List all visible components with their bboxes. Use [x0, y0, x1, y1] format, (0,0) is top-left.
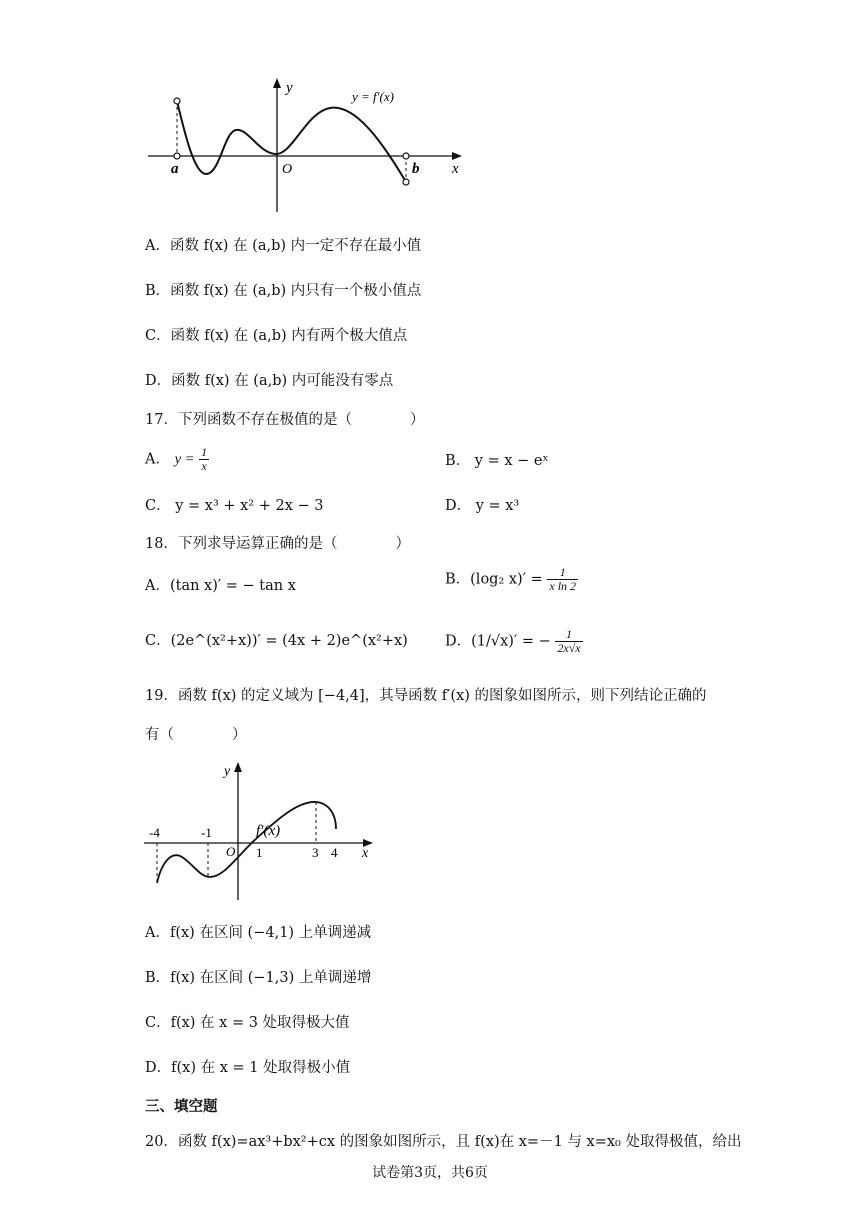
q18-d-denominator: 2x√x	[557, 641, 581, 655]
q17-option-c: C． y = x³ + x² + 2x − 3	[145, 498, 324, 514]
section-title: 三、填空题	[145, 1098, 218, 1115]
q16-option-c: C．函数 f(x) 在 (a,b) 内有两个极大值点	[145, 328, 408, 344]
q19-stem-line1: 19．函数 f(x) 的定义域为 [−4,4]，其导函数 f′(x) 的图象如图所示，则下列结论正确的	[145, 688, 707, 704]
q18-b-numerator: 1	[547, 566, 578, 580]
graph1-a-label: a	[171, 161, 179, 177]
q18-d-fraction	[555, 628, 582, 655]
graph2-x-label: x	[362, 846, 369, 861]
q17-stem: 17．下列函数不存在极值的是（ ）	[145, 412, 425, 428]
tick-label-3: 3	[312, 845, 319, 860]
q18-d-lhs: D．(1/√x)′ = −	[445, 633, 551, 650]
graph1-y-label: y	[286, 80, 293, 96]
y-axis-arrow	[273, 78, 281, 88]
q17-a-prefix: A．	[145, 451, 170, 468]
q18-d-numerator: 1	[555, 628, 582, 642]
q17-option-d: D． y = x³	[445, 498, 520, 514]
q18-b-fraction	[547, 566, 578, 593]
graph2-y-label: y	[224, 764, 231, 779]
q17-a-numerator: 1	[201, 445, 208, 459]
q18-b-denominator: x ln 2	[549, 579, 577, 593]
q17-a-fraction	[199, 446, 209, 473]
q18-stem: 18．下列求导运算正确的是（ ）	[145, 536, 410, 552]
derivative-graph-2	[140, 755, 380, 905]
open-point-a-top	[174, 98, 180, 104]
q17-a-denominator: x	[201, 459, 207, 473]
q16-option-d: D．函数 f(x) 在 (a,b) 内可能没有零点	[145, 373, 394, 389]
page-footer: 试卷第3页，共6页	[372, 1165, 488, 1181]
graph1-b-label: b	[412, 161, 420, 177]
y-axis-arrow	[234, 762, 242, 772]
x-axis-arrow	[452, 152, 462, 160]
q17-option-a	[145, 446, 209, 473]
open-point-b-axis	[403, 153, 409, 159]
q20-stem: 20．函数 f(x)=ax³+bx²+cx 的图象如图所示，且 f(x)在 x=－1 与 x=x₀ 处取得极值，给出	[145, 1134, 742, 1150]
graph1-x-label: x	[452, 161, 459, 177]
tick-label-4: 4	[331, 845, 338, 860]
q19-option-c: C．f(x) 在 x = 3 处取得极大值	[145, 1015, 350, 1031]
q17-a-lhs: y =	[174, 451, 195, 468]
open-point-a-axis	[174, 153, 180, 159]
q16-option-b: B．函数 f(x) 在 (a,b) 内只有一个极小值点	[145, 283, 422, 299]
q18-option-d	[445, 628, 583, 655]
tick-label-1: 1	[256, 845, 263, 860]
q19-option-b: B．f(x) 在区间 (−1,3) 上单调递增	[145, 970, 372, 986]
q18-option-a: A．(tan x)′ = − tan x	[145, 578, 296, 594]
graph1-curve-label: y = f′(x)	[352, 89, 394, 104]
q18-option-c: C．(2e^(x²+x))′ = (4x + 2)e^(x²+x)	[145, 633, 408, 649]
derivative-graph-1	[140, 70, 480, 215]
q17-option-b: B． y = x − eˣ	[445, 453, 549, 469]
q18-b-lhs: B．(log₂ x)′ =	[445, 571, 543, 588]
q18-option-b	[445, 566, 578, 593]
graph2-origin-label: O	[226, 844, 236, 859]
q19-option-d: D．f(x) 在 x = 1 处取得极小值	[145, 1060, 351, 1076]
q16-option-a: A．函数 f(x) 在 (a,b) 内一定不存在最小值	[145, 238, 422, 254]
tick-label-minus4: -4	[149, 825, 160, 840]
graph2-curve-label: f′(x)	[256, 823, 281, 839]
q19-stem-line2: 有（ ）	[145, 727, 247, 743]
graph1-origin-label: O	[282, 162, 293, 177]
open-point-b-bottom	[403, 179, 409, 185]
tick-label-minus1: -1	[201, 825, 212, 840]
q19-option-a: A．f(x) 在区间 (−4,1) 上单调递减	[145, 925, 372, 941]
